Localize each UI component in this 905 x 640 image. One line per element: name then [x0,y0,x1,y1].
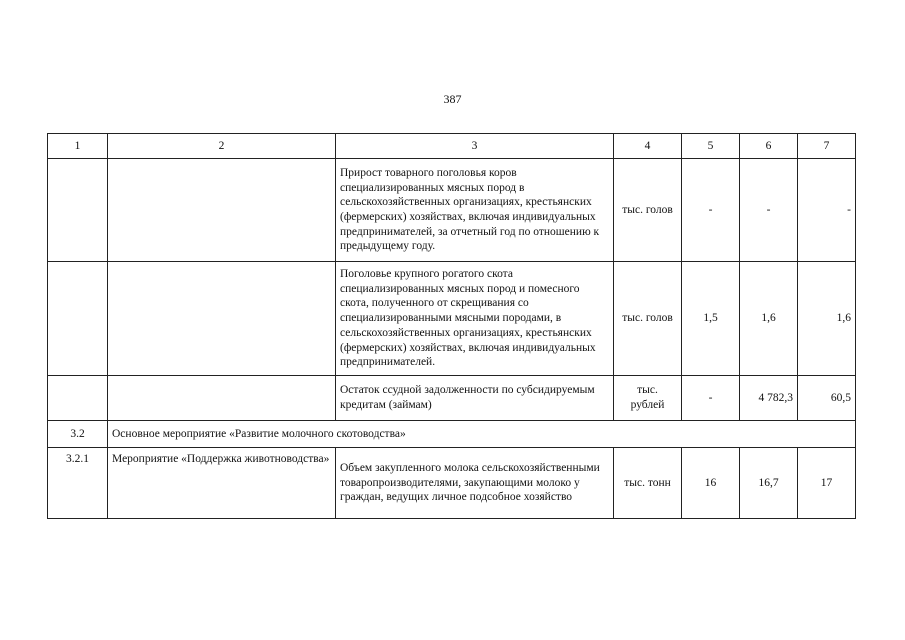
value-col5-cell: 16 [682,448,740,519]
unit-cell [614,376,682,421]
unit-line-2: рублей [630,399,665,411]
value-col7-cell: 17 [798,448,856,519]
indicator-cell: Прирост товарного поголовья коров специализированных мясных пород в сельскохозяйственных организациях, крестьянских (фермерских) хозяйствах, включая индивидуальных предпринимателей, за отчетный год по отношению к предыдущему году. [336,159,614,262]
value-col5-cell: 1,5 [682,262,740,376]
event-cell: Мероприятие «Поддержка животноводства» [108,448,336,519]
event-cell [108,159,336,262]
value-col6-cell: 1,6 [740,262,798,376]
header-cell: 1 [48,134,108,159]
value-col5-cell: - [682,159,740,262]
table-row [48,448,856,519]
section-title-cell: Основное мероприятие «Развитие молочного скотоводства» [108,421,856,448]
value-col6-cell: 4 782,3 [740,376,798,421]
header-cell: 7 [798,134,856,159]
section-row [48,421,856,448]
indicator-cell: Поголовье крупного рогатого скота специализированных мясных пород и помесного скота, полученного от скрещивания со специализированными мясными породами, в сельскохозяйственных организациях, крестьянских (фермерских) хозяйствах, включая индивидуальных предпринимателей. [336,262,614,376]
event-cell [108,376,336,421]
value-col7-cell: 1,6 [798,262,856,376]
row-number-cell: 3.2.1 [48,448,108,519]
row-number-cell [48,159,108,262]
unit-cell: тыс. голов [614,262,682,376]
value-col5-cell: - [682,376,740,421]
table-row [48,159,856,262]
header-cell: 4 [614,134,682,159]
indicator-cell: Объем закупленного молока сельскохозяйственными товаропроизводителями, закупающими молоко у граждан, ведущих личное подсобное хозяйство [336,448,614,519]
value-col7-cell: - [798,159,856,262]
value-col6-cell: - [740,159,798,262]
row-number-cell [48,376,108,421]
header-cell: 5 [682,134,740,159]
header-cell: 6 [740,134,798,159]
table-row [48,262,856,376]
header-cell: 2 [108,134,336,159]
row-number-cell [48,262,108,376]
event-cell [108,262,336,376]
value-col6-cell: 16,7 [740,448,798,519]
unit-cell: тыс. тонн [614,448,682,519]
row-number-cell: 3.2 [48,421,108,448]
page-number: 387 [443,92,462,106]
table-row [48,376,856,421]
program-indicators-table [47,133,856,519]
unit-line-1: тыс. [637,384,658,397]
header-cell: 3 [336,134,614,159]
table-header-row [48,134,856,159]
indicator-cell: Остаток ссудной задолженности по субсидируемым кредитам (займам) [336,376,614,421]
value-col7-cell: 60,5 [798,376,856,421]
unit-cell: тыс. голов [614,159,682,262]
